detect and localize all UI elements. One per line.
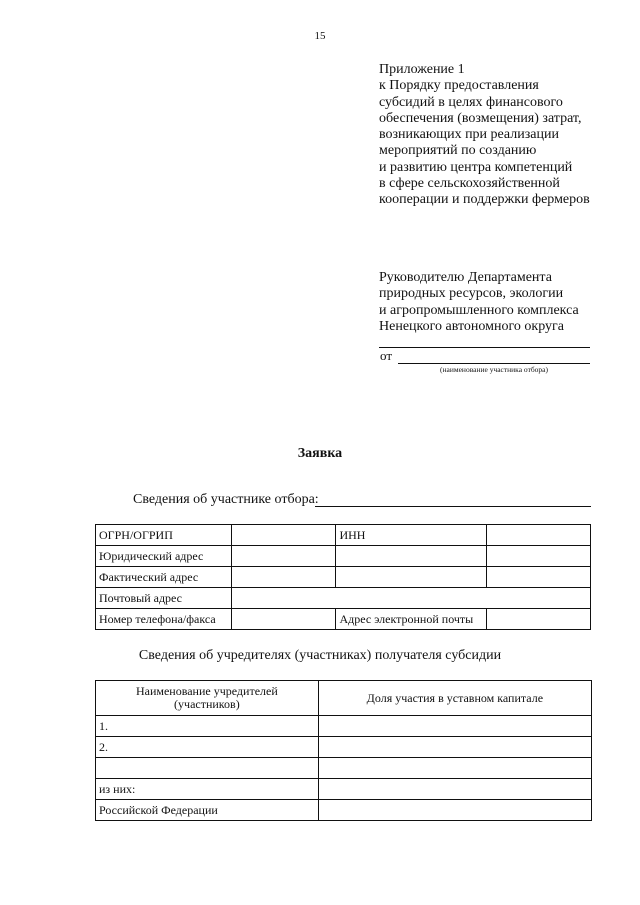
- email-field[interactable]: [487, 609, 591, 630]
- founder-name-cell[interactable]: Российской Федерации: [96, 800, 319, 821]
- founder-name-cell[interactable]: [96, 758, 319, 779]
- share-cell[interactable]: [318, 737, 591, 758]
- addressee-block: [379, 270, 629, 335]
- founder-name-header: Наименование учредителей (участников): [96, 681, 319, 716]
- share-cell[interactable]: [318, 758, 591, 779]
- blank-line: [379, 347, 590, 348]
- document-title: Заявка: [297, 446, 343, 461]
- phone-fax-label: Номер телефона/факса: [96, 609, 232, 630]
- share-cell[interactable]: [318, 716, 591, 737]
- table-row: [96, 758, 592, 779]
- addressee-line: Ненецкого автономного округа: [379, 318, 564, 334]
- appendix-line: и развитию центра компетенций: [379, 159, 573, 175]
- addressee-line: природных ресурсов, экологии: [379, 286, 564, 302]
- inn-label: ИНН: [336, 525, 487, 546]
- from-caption: (наименование участника отбора): [440, 365, 548, 374]
- table-header-row: [96, 681, 592, 716]
- from-label: от: [380, 348, 393, 363]
- founder-name-cell[interactable]: 2.: [96, 737, 319, 758]
- actual-address-field[interactable]: [231, 567, 336, 588]
- appendix-line: обеспечения (возмещения) затрат,: [379, 110, 582, 126]
- table-row: [96, 588, 591, 609]
- founders-table: [95, 680, 592, 821]
- appendix-line: к Порядку предоставления: [379, 78, 539, 94]
- postal-address-field[interactable]: [231, 588, 590, 609]
- table-row: [96, 716, 592, 737]
- table-row: [96, 525, 591, 546]
- appendix-line: Приложение 1: [379, 62, 465, 77]
- legal-address-label: Юридический адрес: [96, 546, 232, 567]
- phone-fax-field[interactable]: [231, 609, 336, 630]
- email-label: Адрес электронной почты: [336, 609, 487, 630]
- participant-table: [95, 524, 591, 630]
- table-row: [96, 779, 592, 800]
- postal-address-label: Почтовый адрес: [96, 588, 232, 609]
- legal-address-field[interactable]: [231, 546, 336, 567]
- table-row: [96, 737, 592, 758]
- inn-field[interactable]: [487, 525, 591, 546]
- page-number: 15: [314, 30, 326, 42]
- actual-address-label: Фактический адрес: [96, 567, 232, 588]
- table-row: [96, 800, 592, 821]
- legal-address-field-3[interactable]: [487, 546, 591, 567]
- from-fill-line[interactable]: [398, 363, 590, 364]
- participant-fill-line[interactable]: [315, 506, 591, 507]
- actual-address-field-2[interactable]: [336, 567, 487, 588]
- appendix-heading: [379, 62, 629, 209]
- share-cell[interactable]: [318, 800, 591, 821]
- addressee-line: Руководителю Департамента: [379, 270, 552, 285]
- actual-address-field-3[interactable]: [487, 567, 591, 588]
- appendix-line: возникающих при реализации: [379, 127, 559, 143]
- participant-info-label: Сведения об участнике отбора:: [133, 492, 319, 507]
- founder-name-cell[interactable]: 1.: [96, 716, 319, 737]
- share-cell[interactable]: [318, 779, 591, 800]
- appendix-line: мероприятий по созданию: [379, 143, 537, 159]
- ogrn-label: ОГРН/ОГРИП: [96, 525, 232, 546]
- share-header: Доля участия в уставном капитале: [318, 681, 591, 716]
- table-row: [96, 609, 591, 630]
- addressee-line: и агропромышленного комплекса: [379, 302, 579, 318]
- ogrn-field[interactable]: [231, 525, 336, 546]
- table-row: [96, 567, 591, 588]
- appendix-line: кооперации и поддержки фермеров: [379, 192, 590, 208]
- appendix-line: в сфере сельскохозяйственной: [379, 176, 560, 192]
- table-row: [96, 546, 591, 567]
- founders-heading: Сведения об учредителях (участниках) получателя субсидии: [138, 648, 502, 663]
- founder-name-cell[interactable]: из них:: [96, 779, 319, 800]
- appendix-line: субсидий в целях финансового: [379, 94, 563, 110]
- legal-address-field-2[interactable]: [336, 546, 487, 567]
